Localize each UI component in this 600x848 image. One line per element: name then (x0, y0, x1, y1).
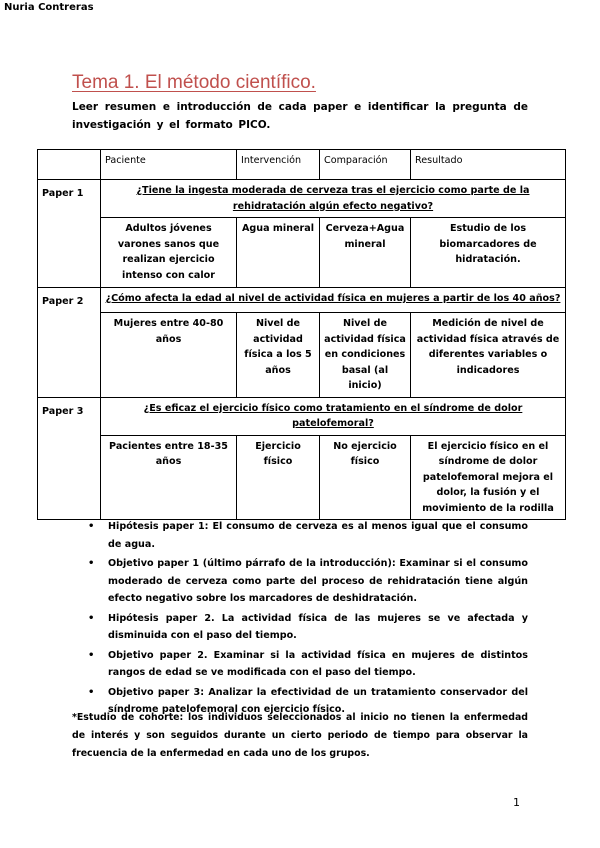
cell-resultado: El ejercicio físico en el síndrome de dolor patelofemoral mejora el dolor, la fusión y el movimiento de la rodilla (411, 435, 566, 520)
cell-comparacion: No ejercicio físico (320, 435, 411, 520)
table-row (38, 218, 566, 288)
bullet-icon: • (88, 521, 95, 532)
header-paciente: Paciente (101, 150, 237, 180)
bullet-icon: • (88, 558, 95, 569)
table-row (38, 180, 566, 218)
header-empty (38, 150, 101, 180)
cell-comparacion: Cerveza+Agua mineral (320, 218, 411, 288)
table-header-row (38, 150, 566, 180)
header-comparacion: Comparación (320, 150, 411, 180)
cell-comparacion: Nivel de actividad física en condiciones basal (al inicio) (320, 313, 411, 398)
cell-resultado: Medición de nivel de actividad física através de diferentes variables o indicadores (411, 313, 566, 398)
intro-paragraph: Leer resumen e introducción de cada paper e identificar la pregunta de investigación y el formato PICO. (72, 101, 528, 131)
paper-label: Paper 2 (38, 288, 101, 398)
note-text: Hipótesis paper 1: El consumo de cerveza es al menos igual que el consumo de agua. (108, 521, 528, 550)
author-name: Nuria Contreras (4, 2, 94, 13)
research-question: ¿Tiene la ingesta moderada de cerveza tras el ejercicio como parte de la rehidratación algún efecto negativo? (101, 180, 566, 218)
cell-resultado: Estudio de los biomarcadores de hidratación. (411, 218, 566, 288)
cell-paciente: Pacientes entre 18-35 años (101, 435, 237, 520)
bullet-icon: • (88, 612, 95, 624)
list-item (88, 518, 528, 553)
page-title: Tema 1. El método científico. (72, 72, 316, 93)
note-text: Objetivo paper 2. Examinar si la actividad física en mujeres de distintos rangos de edad se ve modificada con el paso del tiempo. (108, 649, 528, 678)
page-number: 1 (513, 796, 520, 809)
cell-paciente: Mujeres entre 40-80 años (101, 313, 237, 398)
cell-intervencion: Ejercicio físico (237, 435, 320, 520)
research-question: ¿Es eficaz el ejercicio físico como tratamiento en el síndrome de dolor patelofemoral? (101, 397, 566, 435)
list-item (88, 647, 528, 682)
bullet-icon: • (88, 649, 95, 661)
cell-paciente: Adultos jóvenes varones sanos que realizan ejercicio intenso con calor (101, 218, 237, 288)
note-text: Hipótesis paper 2. La actividad física de las mujeres se ve afectada y disminuida con el paso del tiempo. (108, 612, 528, 641)
note-text: Objetivo paper 1 (último párrafo de la introducción): Examinar si el consumo moderado de cerveza como parte del proceso de rehidratación tiene algún efecto negativo sobre los marcadores de deshidratación. (108, 558, 528, 604)
paper-label: Paper 3 (38, 397, 101, 520)
header-resultado: Resultado (411, 150, 566, 180)
table-row (38, 288, 566, 313)
hypothesis-objectives-list (88, 518, 528, 721)
pico-table (37, 149, 566, 520)
header-intervencion: Intervención (237, 150, 320, 180)
table-row (38, 397, 566, 435)
paper-label: Paper 1 (38, 180, 101, 288)
list-item (88, 610, 528, 645)
research-question: ¿Cómo afecta la edad al nivel de actividad física en mujeres a partir de los 40 años? (101, 288, 566, 313)
cell-intervencion: Agua mineral (237, 218, 320, 288)
list-item (88, 555, 528, 608)
table-row (38, 435, 566, 520)
cell-intervencion: Nivel de actividad física a los 5 años (237, 313, 320, 398)
note-text: Objetivo paper 3: Analizar la efectividad de un tratamiento conservador del síndrome patelofemoral con ejercicio físico. (108, 686, 528, 715)
bullet-icon: • (88, 686, 95, 698)
table-row (38, 313, 566, 398)
footnote: *Estudio de cohorte: los individuos seleccionados al inicio no tienen la enfermedad de interés y son seguidos durante un cierto periodo de tiempo para observar la frecuencia de la enfermedad en cada uno de los grupos. (72, 712, 528, 759)
